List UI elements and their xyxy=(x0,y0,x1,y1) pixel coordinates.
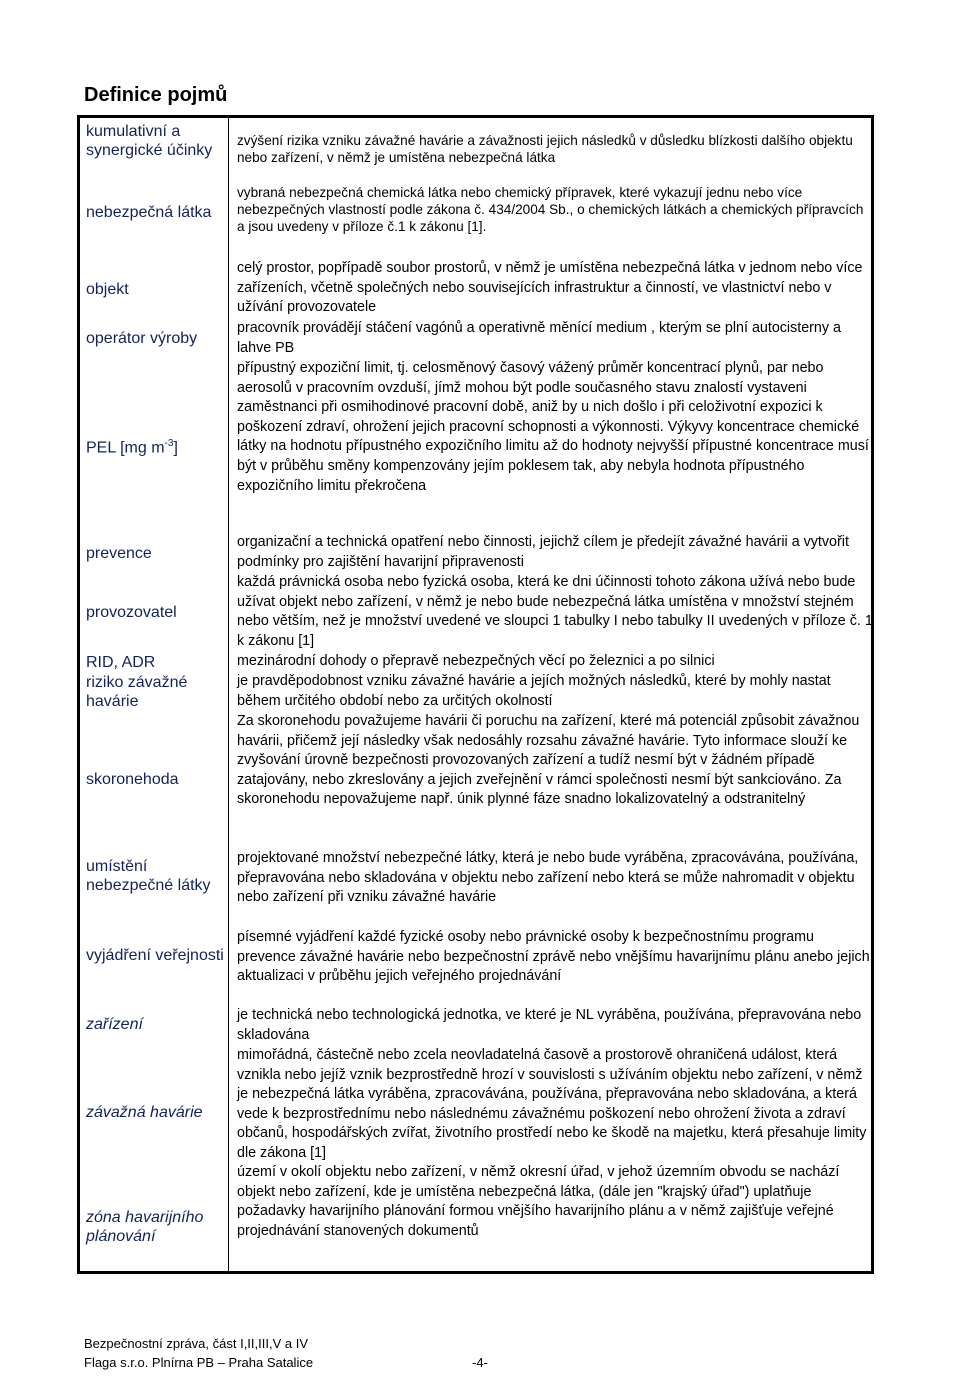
term-riziko-zavazne-havarie: riziko závažné havárie xyxy=(86,674,188,710)
definition-operator-vyroby: pracovník provádějí stáčení vagónů a operativně měnící medium , kterým se plní autocisterny a lahve PB xyxy=(237,320,841,356)
definition-pel: přípustný expoziční limit, tj. celosměnový časový vážený průměr koncentrací plynů, par nebo aerosolů v pracovním ovzduší, jímž mohou být podle současného stavu znalostí vystaveni zaměstnanci při osmihodinové pracovní době, aniž by u nich došlo i při celoživotní expozici k poškození zdraví, ohrožení jejich pracovní schopnosti a výkonnosti. Výkyvy koncentrace chemické látky na hodnotu přípustného expozičního limitu až do hodnoty nejvyšší přípustné koncentrace musí být v průběhu směny kompenzovány jejím poklesem tak, aby nebyla hodnota přípustného expozičního limitu překročena xyxy=(237,360,869,494)
definition-riziko-zavazne-havarie: je pravděpodobnost vzniku závažné havárie a jejích možných následků, které by mohly nastat během určitého období nebo za určitých okolností xyxy=(237,673,831,709)
term-pel-end: ] xyxy=(173,439,178,457)
term-skoronehoda: skoronehoda xyxy=(86,771,179,788)
term-zavazna-havarie: závažná havárie xyxy=(86,1104,203,1121)
footer-page-number: -4- xyxy=(472,1355,488,1370)
term-objekt: objekt xyxy=(86,281,129,298)
term-pel xyxy=(86,434,226,457)
term-prevence: prevence xyxy=(86,545,152,562)
term-pel-main: PEL [mg m xyxy=(86,439,165,457)
definition-skoronehoda: Za skoronehodu považujeme havárii či poruchu na zařízení, které má potenciál způsobit závažnou havárii, přičemž její následky však nedosáhly rozsahu závažné havárie. Tyto informace slouží ke zvyšování úrovně bezpečnosti provozovaných zařízení a tudíž nesmí být v žádném případě zatajovány, nebo zkreslovány a jejich zveřejnění v rámci společnosti nesmí být sankciováno. Za skoronehodu nepovažujeme např. únik plynné fáze snadno lokalizovatelný a odstranitelný xyxy=(237,713,860,808)
definition-zona-havarijniho-planovani: území v okolí objektu nebo zařízení, v němž okresní úřad, v jehož územním obvodu se nachází objekt nebo zařízení, kde je umístěna nebezpečná látka, (dále jen "krajský úřad") uplatňuje požadavky havarijního plánování formou vnějšího havarijního plánu a v němž zajišťuje veřejné projednávání stanovených dokumentů xyxy=(237,1164,840,1239)
definition-provozovatel: každá právnická osoba nebo fyzická osoba, která ke dni účinnosti tohoto zákona užívá nebo bude užívat objekt nebo zařízení, v němž je nebo bude nebezpečná látka umístěna v množství stejném nebo větším, než je množství uvedené ve sloupci 1 tabulky I nebo tabulky II uvedených v příloze č. 1 k zákonu [1] xyxy=(237,574,873,649)
definition-zarizeni: je technická nebo technologická jednotka, ve které je NL vyráběna, používána, přepravována nebo skladována xyxy=(237,1007,862,1043)
definition-kumulativni: zvýšení rizika vzniku závažné havárie a závažnosti jejich následků v důsledku blízkosti dalšího objektu nebo zařízení, v němž je umístěna nebezpečná látka xyxy=(237,133,853,165)
term-provozovatel: provozovatel xyxy=(86,604,177,621)
term-kumulativni: kumulativní a synergické účinky xyxy=(86,123,213,159)
definition-objekt: celý prostor, popřípadě soubor prostorů, v němž je umístěna nebezpečná látka v jednom nebo více zařízeních, včetně společných nebo souvisejících infrastruktur a činností, ve vlastnictví nebo v užívání provozovatele xyxy=(237,260,863,316)
term-zarizeni: zařízení xyxy=(86,1016,143,1033)
footer-company: Flaga s.r.o. Plnírna PB – Praha Satalice xyxy=(84,1355,314,1370)
definition-nebezpecna-latka: vybraná nebezpečná chemická látka nebo chemický přípravek, které vykazují jednu nebo více nebezpečných vlastností podle zákona č. 434/2004 Sb., o chemických látkách a chemických přípravcích a jsou uvedeny v příloze č.1 k zákonu [1]. xyxy=(237,185,864,234)
definition-zavazna-havarie: mimořádná, částečně nebo zcela neovladatelná časově a prostorově ohraničená událost, která vznikla nebo jejíž vznik bezprostředně hrozí v souvislosti s užíváním objektu nebo zařízení, v němž je nebezpečná látka vyráběna, zpracovávána, používána, přepravována nebo skladována, a která vede k bezprostřednímu nebo následnému závažnému poškození nebo ohrožení života a zdraví občanů, hospodářských zvířat, životního prostředí nebo ke škodě na majetku, která přesahuje limity dle zákona [1] xyxy=(237,1047,867,1161)
page-title: Definice pojmů xyxy=(84,84,228,106)
term-zona-havarijniho-planovani: zóna havarijního plánování xyxy=(86,1209,204,1245)
term-umisteni-nebezpecne-latky: umístění nebezpečné látky xyxy=(86,858,211,894)
definition-rid-adr: mezinárodní dohody o přepravě nebezpečných věcí po železnici a po silnici xyxy=(237,653,715,669)
definition-vyjadreni-verejnosti: písemné vyjádření každé fyzické osoby nebo právnické osoby k bezpečnostnímu programu prevence závažné havárie nebo bezpečnostní zprávě nebo vnějšímu havarijnímu plánu anebo jejich aktualizaci v průběhu jejich veřejného projednávání xyxy=(237,929,870,985)
term-vyjadreni-verejnosti: vyjádření veřejnosti xyxy=(86,947,224,964)
term-rid-adr: RID, ADR xyxy=(86,654,156,671)
definition-umisteni-nebezpecne-latky: projektované množství nebezpečné látky, která je nebo bude vyráběna, zpracovávána, používána, přepravována nebo skladována v objektu nebo zařízení nebo která se může nahromadit v objektu nebo zařízení při vzniku závažné havárie xyxy=(237,850,859,906)
term-operator-vyroby: operátor výroby xyxy=(86,330,198,347)
term-pel-sup: -3 xyxy=(164,438,174,449)
definitions-table xyxy=(77,115,874,1274)
definition-prevence: organizační a technická opatření nebo činnosti, jejichž cílem je předejít závažné havárii a vytvořit podmínky pro zajištění havarijní připravenosti xyxy=(237,534,849,570)
column-divider xyxy=(228,118,229,1271)
term-nebezpecna-latka: nebezpečná látka xyxy=(86,204,212,221)
footer-document-title: Bezpečnostní zpráva, část I,II,III,V a IV xyxy=(84,1336,308,1351)
